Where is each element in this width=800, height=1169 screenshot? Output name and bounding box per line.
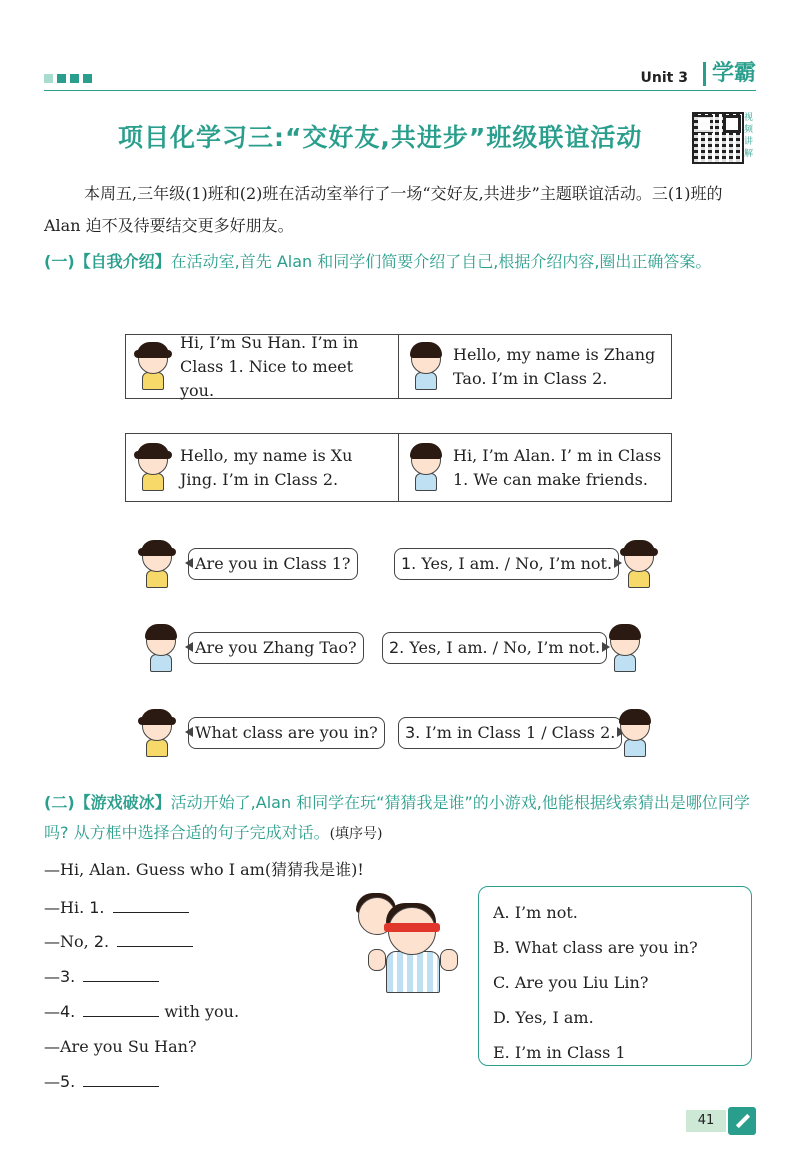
dialogue-line [44,896,189,920]
dialogue-line [44,930,193,954]
header-decoration [44,74,92,83]
boy-avatar [616,709,654,759]
intro-cell [398,434,671,501]
line-text: — [44,967,60,986]
blank-number: 1. [89,898,105,917]
answer-number: 2. [389,638,405,657]
dialogue-line [44,1070,159,1094]
option-e: E. I’m in Class 1 [493,1043,626,1062]
option-b: B. What class are you in? [493,938,698,957]
page-title: 项目化学习三:“交好友,共进步”班级联谊活动 [118,123,643,152]
qr-caption: 视频讲解 [744,113,754,159]
line-text: —Are you Su Han? [44,1037,197,1056]
options-box [478,886,752,1066]
pencil-icon [728,1107,756,1135]
question-bubble: What class are you in? [188,717,385,749]
answer-choices[interactable]: Yes, I am. / No, I’m not. [409,638,601,657]
blank-number: 4. [60,1002,76,1021]
answer-bubble [394,548,619,580]
option-a: A. I’m not. [493,903,578,922]
answer-bubble [398,717,622,749]
dialog-row-1 [130,540,670,590]
line-text: with you. [164,1002,240,1021]
line-text: —Hi, Alan. Guess who I am(猜猜我是谁)! [44,860,364,879]
intro-text: Hi, I’m Alan. I’ m in Class 1. We can make friends. [453,445,662,489]
section-1-text: 在活动室,首先 Alan 和同学们简要介绍了自己,根据介绍内容,圈出正确答案。 [170,252,712,271]
intro-cell [398,335,671,398]
intro-text: Hi, I’m Su Han. I’m in Class 1. Nice to meet you. [180,332,359,400]
blank-number: 3. [60,967,76,986]
answer-blank[interactable] [113,898,189,913]
boy-avatar [142,624,180,674]
unit-label: Unit 3 [640,70,688,86]
answer-choices[interactable]: I’m in Class 1 / Class 2. [425,723,616,742]
intro-text: Hello, my name is Zhang Tao. I’m in Class 2. [453,344,656,388]
intro-text: Hello, my name is Xu Jing. I’m in Class 2. [180,445,353,489]
section-1-heading [44,247,756,277]
page-number: 41 [686,1110,726,1132]
boy-avatar [606,624,644,674]
blank-number: 5. [60,1072,76,1091]
section-2-heading [44,788,756,849]
question-bubble: Are you Zhang Tao? [188,632,364,664]
girl-avatar [134,342,172,392]
line-text: —No, [44,932,94,951]
answer-blank[interactable] [83,967,159,982]
question-bubble: Are you in Class 1? [188,548,358,580]
section-2-tag: 【游戏破冰】 [74,793,171,812]
dialogue-line [44,1000,239,1024]
option-c: C. Are you Liu Lin? [493,973,649,992]
section-1-tag: 【自我介绍】 [74,252,171,271]
intro-cell [126,332,398,400]
header-rule [44,90,756,91]
blindfold-game-illustration [350,893,462,993]
answer-blank[interactable] [83,1072,159,1087]
answer-bubble [382,632,607,664]
section-1-prefix: (一) [44,252,75,271]
line-text: —Hi. [44,898,90,917]
section-2-prefix: (二) [44,793,75,812]
answer-choices[interactable]: Yes, I am. / No, I’m not. [421,554,613,573]
boy-avatar [407,342,445,392]
line-text: — [44,1002,60,1021]
section-2-note: (填序号) [329,826,383,842]
girl-avatar [138,709,176,759]
intro-box-row-1 [125,334,672,399]
intro-paragraph: 本周五,三年级(1)班和(2)班在活动室举行了一场“交好友,共进步”主题联谊活动。三(1)班的 Alan 迫不及待要结交更多好朋友。 [44,184,723,235]
dialogue-line [44,965,159,989]
intro-cell [126,434,398,501]
answer-blank[interactable] [83,1002,159,1017]
dialogue-line [44,1035,197,1059]
dialogue-line [44,858,364,882]
girl-avatar [134,443,172,493]
answer-number: 3. [405,723,421,742]
girl-avatar [620,540,658,590]
intro-box-row-2 [125,433,672,502]
option-d: D. Yes, I am. [493,1008,594,1027]
qr-code-icon[interactable] [692,112,744,164]
answer-blank[interactable] [117,932,193,947]
girl-avatar [138,540,176,590]
dialog-row-2 [130,624,670,674]
boy-avatar [407,443,445,493]
answer-number: 1. [401,554,417,573]
blank-number: 2. [93,932,110,951]
line-text: — [44,1072,60,1091]
dialog-row-3 [130,709,670,759]
section-2-text: 活动开始了,Alan 和同学在玩“猜猜我是谁”的小游戏,他能根据线索猜出是哪位同学吗? 从方框中选择合适的句子完成对话。 [44,793,750,842]
brand-logo: 学霸 [703,62,756,86]
